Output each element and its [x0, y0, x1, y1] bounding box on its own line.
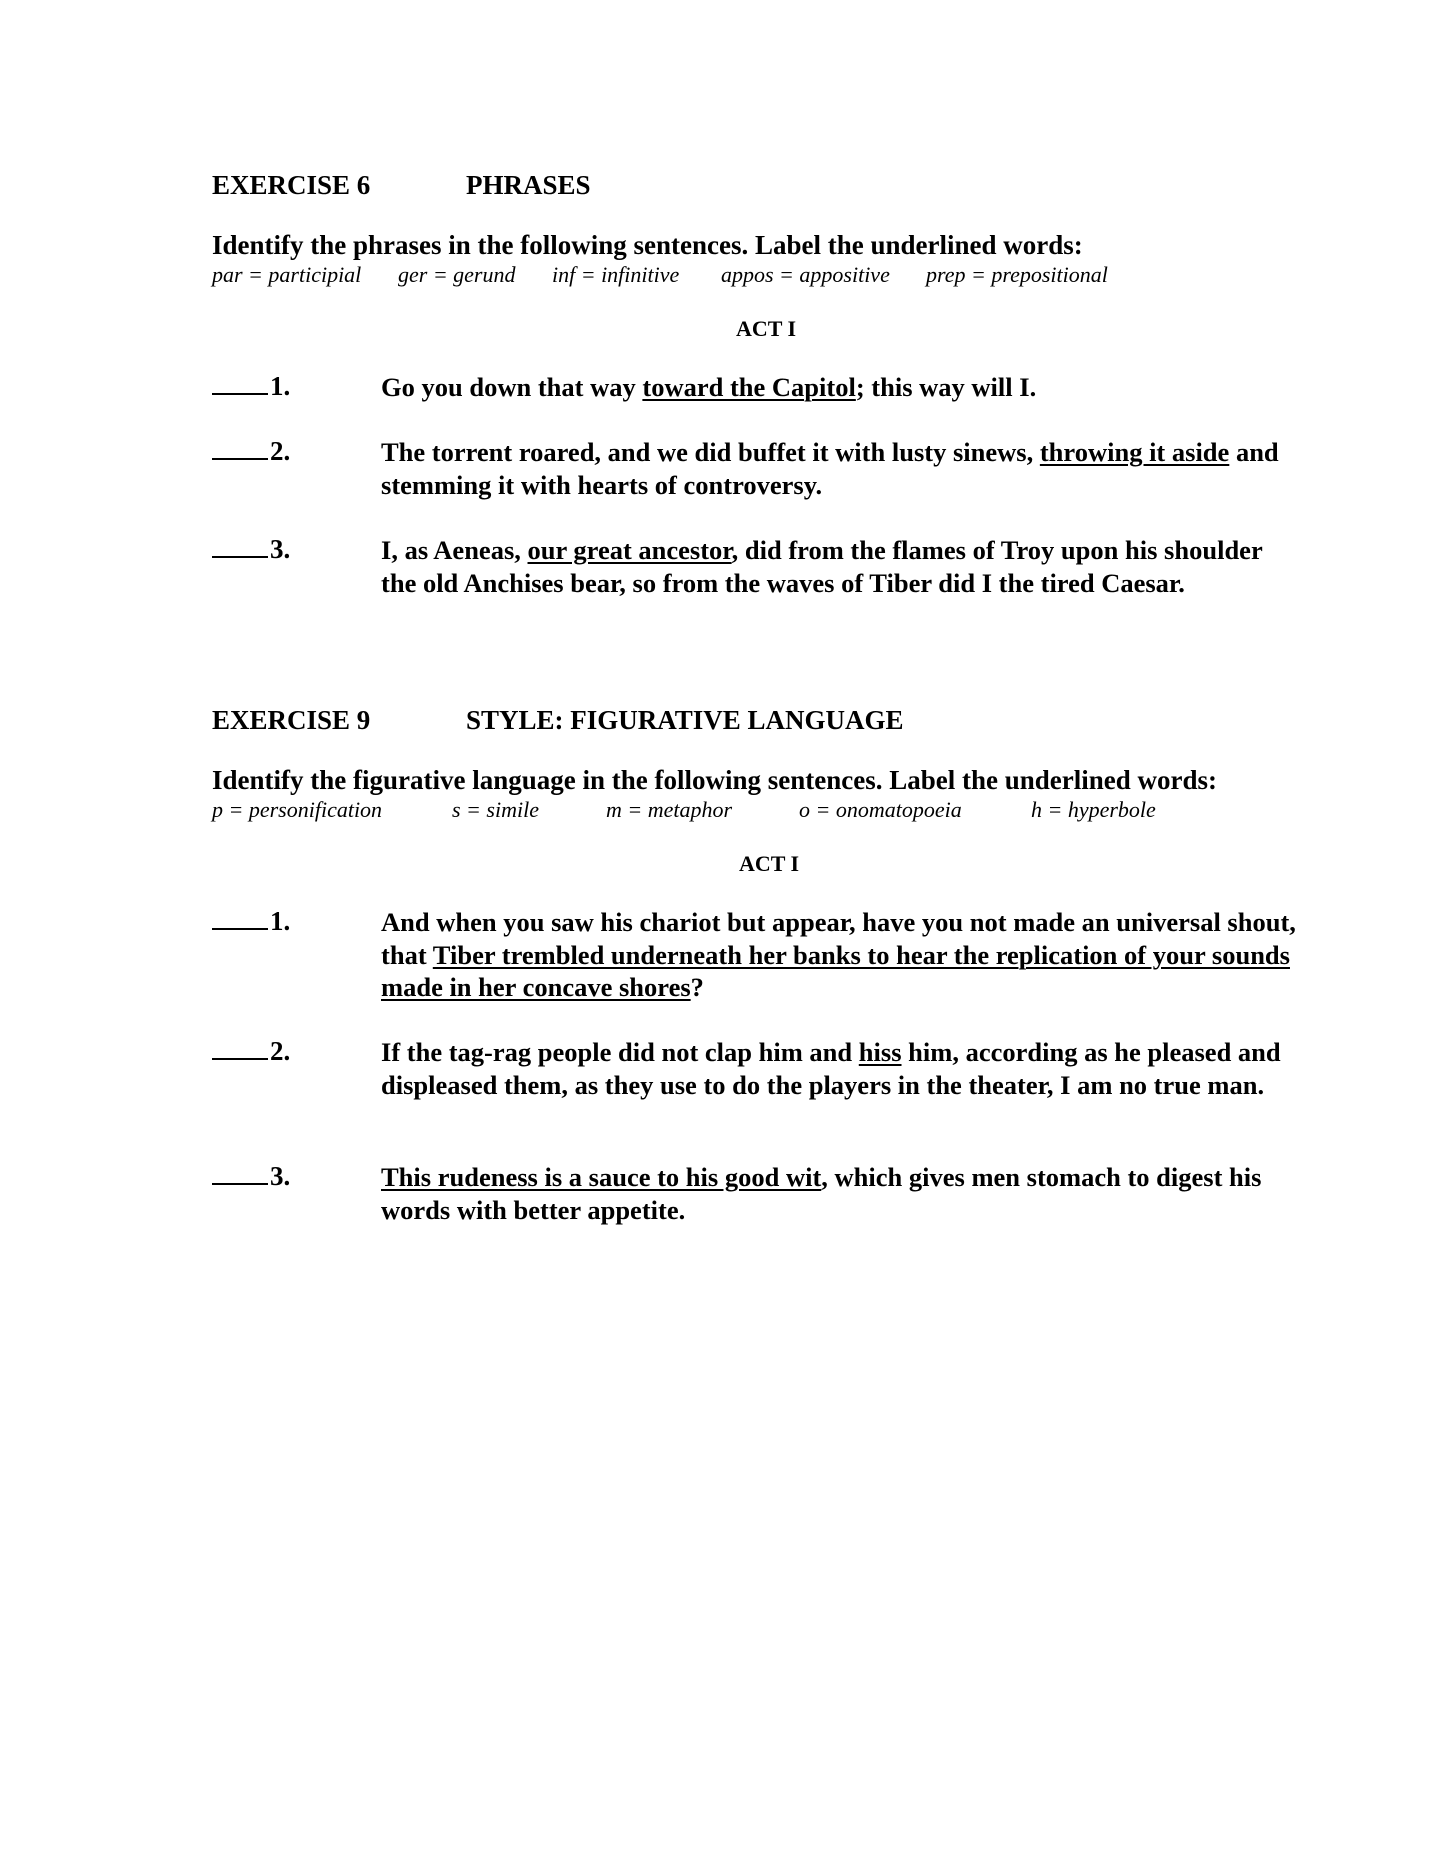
underlined-phrase: Tiber trembled underneath her banks to hear the replication of your sounds made in her concave shores [381, 939, 1290, 1002]
answer-blank[interactable] [212, 1036, 268, 1060]
answer-blank[interactable] [212, 906, 268, 930]
exercise-6-item-1-sentence: Go you down that way toward the Capitol; this way will I. [381, 372, 1037, 402]
exercise-6-item-1-number: 1. [212, 371, 290, 402]
answer-blank[interactable] [212, 371, 268, 395]
exercise-9-item-3-number: 3. [212, 1161, 290, 1192]
answer-blank[interactable] [212, 436, 268, 460]
exercise-6-act-label: ACT I [736, 316, 797, 341]
legend-item: inf = infinitive [552, 262, 680, 287]
legend-item: appos = appositive [721, 262, 890, 287]
exercise-6-instruction: Identify the phrases in the following sentences. Label the underlined words: [212, 230, 1083, 260]
exercise-6-item-2-number: 2. [212, 436, 290, 467]
exercise-9-item-2-sentence: If the tag-rag people did not clap him and hiss him, according as he pleased and displeased them, as they use to do the players in the theater, I am no true man. [381, 1037, 1281, 1100]
exercise-6-item-3-number: 3. [212, 534, 290, 565]
exercise-6-item-3-sentence: I, as Aeneas, our great ancestor, did from the flames of Troy upon his shoulder the old Anchises bear, so from the waves of Tiber did I the tired Caesar. [381, 535, 1263, 598]
exercise-9-instruction: Identify the figurative language in the following sentences. Label the underlined words: [212, 765, 1218, 795]
legend-item: prep = prepositional [926, 262, 1108, 287]
exercise-9-topic: STYLE: FIGURATIVE LANGUAGE [466, 705, 904, 735]
legend-item: h = hyperbole [1031, 797, 1156, 822]
exercise-9-act-label: ACT I [739, 851, 800, 876]
underlined-phrase: hiss [858, 1037, 902, 1067]
legend-item: o = onomatopoeia [799, 797, 962, 822]
underlined-phrase: throwing it aside [1039, 437, 1230, 467]
exercise-9-item-2-number: 2. [212, 1036, 290, 1067]
legend-item: p = personification [212, 797, 383, 822]
exercise-6-topic: PHRASES [466, 170, 591, 200]
underlined-phrase: This rudeness is a sauce to his good wit [381, 1162, 822, 1192]
underlined-phrase: toward the Capitol [642, 372, 856, 402]
exercise-9-item-3-sentence: This rudeness is a sauce to his good wit, which gives men stomach to digest his words with better appetite. [381, 1162, 1262, 1225]
exercise-9-title: EXERCISE 9 [212, 705, 371, 735]
legend-item: s = simile [452, 797, 539, 822]
answer-blank[interactable] [212, 534, 268, 558]
exercise-9-item-1-number: 1. [212, 906, 290, 937]
underlined-phrase: our great ancestor [527, 535, 732, 565]
exercise-9-item-1-sentence: And when you saw his chariot but appear, have you not made an universal shout, that Tiber trembled underneath her banks to hear the replication of your sounds made in her concave shores? [381, 907, 1296, 1002]
legend-item: m = metaphor [606, 797, 733, 822]
exercise-6-title: EXERCISE 6 [212, 170, 371, 200]
answer-blank[interactable] [212, 1161, 268, 1185]
exercise-6-item-2-sentence: The torrent roared, and we did buffet it with lusty sinews, throwing it aside and stemming it with hearts of controversy. [381, 437, 1279, 500]
legend-item: ger = gerund [398, 262, 516, 287]
legend-item: par = participial [212, 262, 362, 287]
